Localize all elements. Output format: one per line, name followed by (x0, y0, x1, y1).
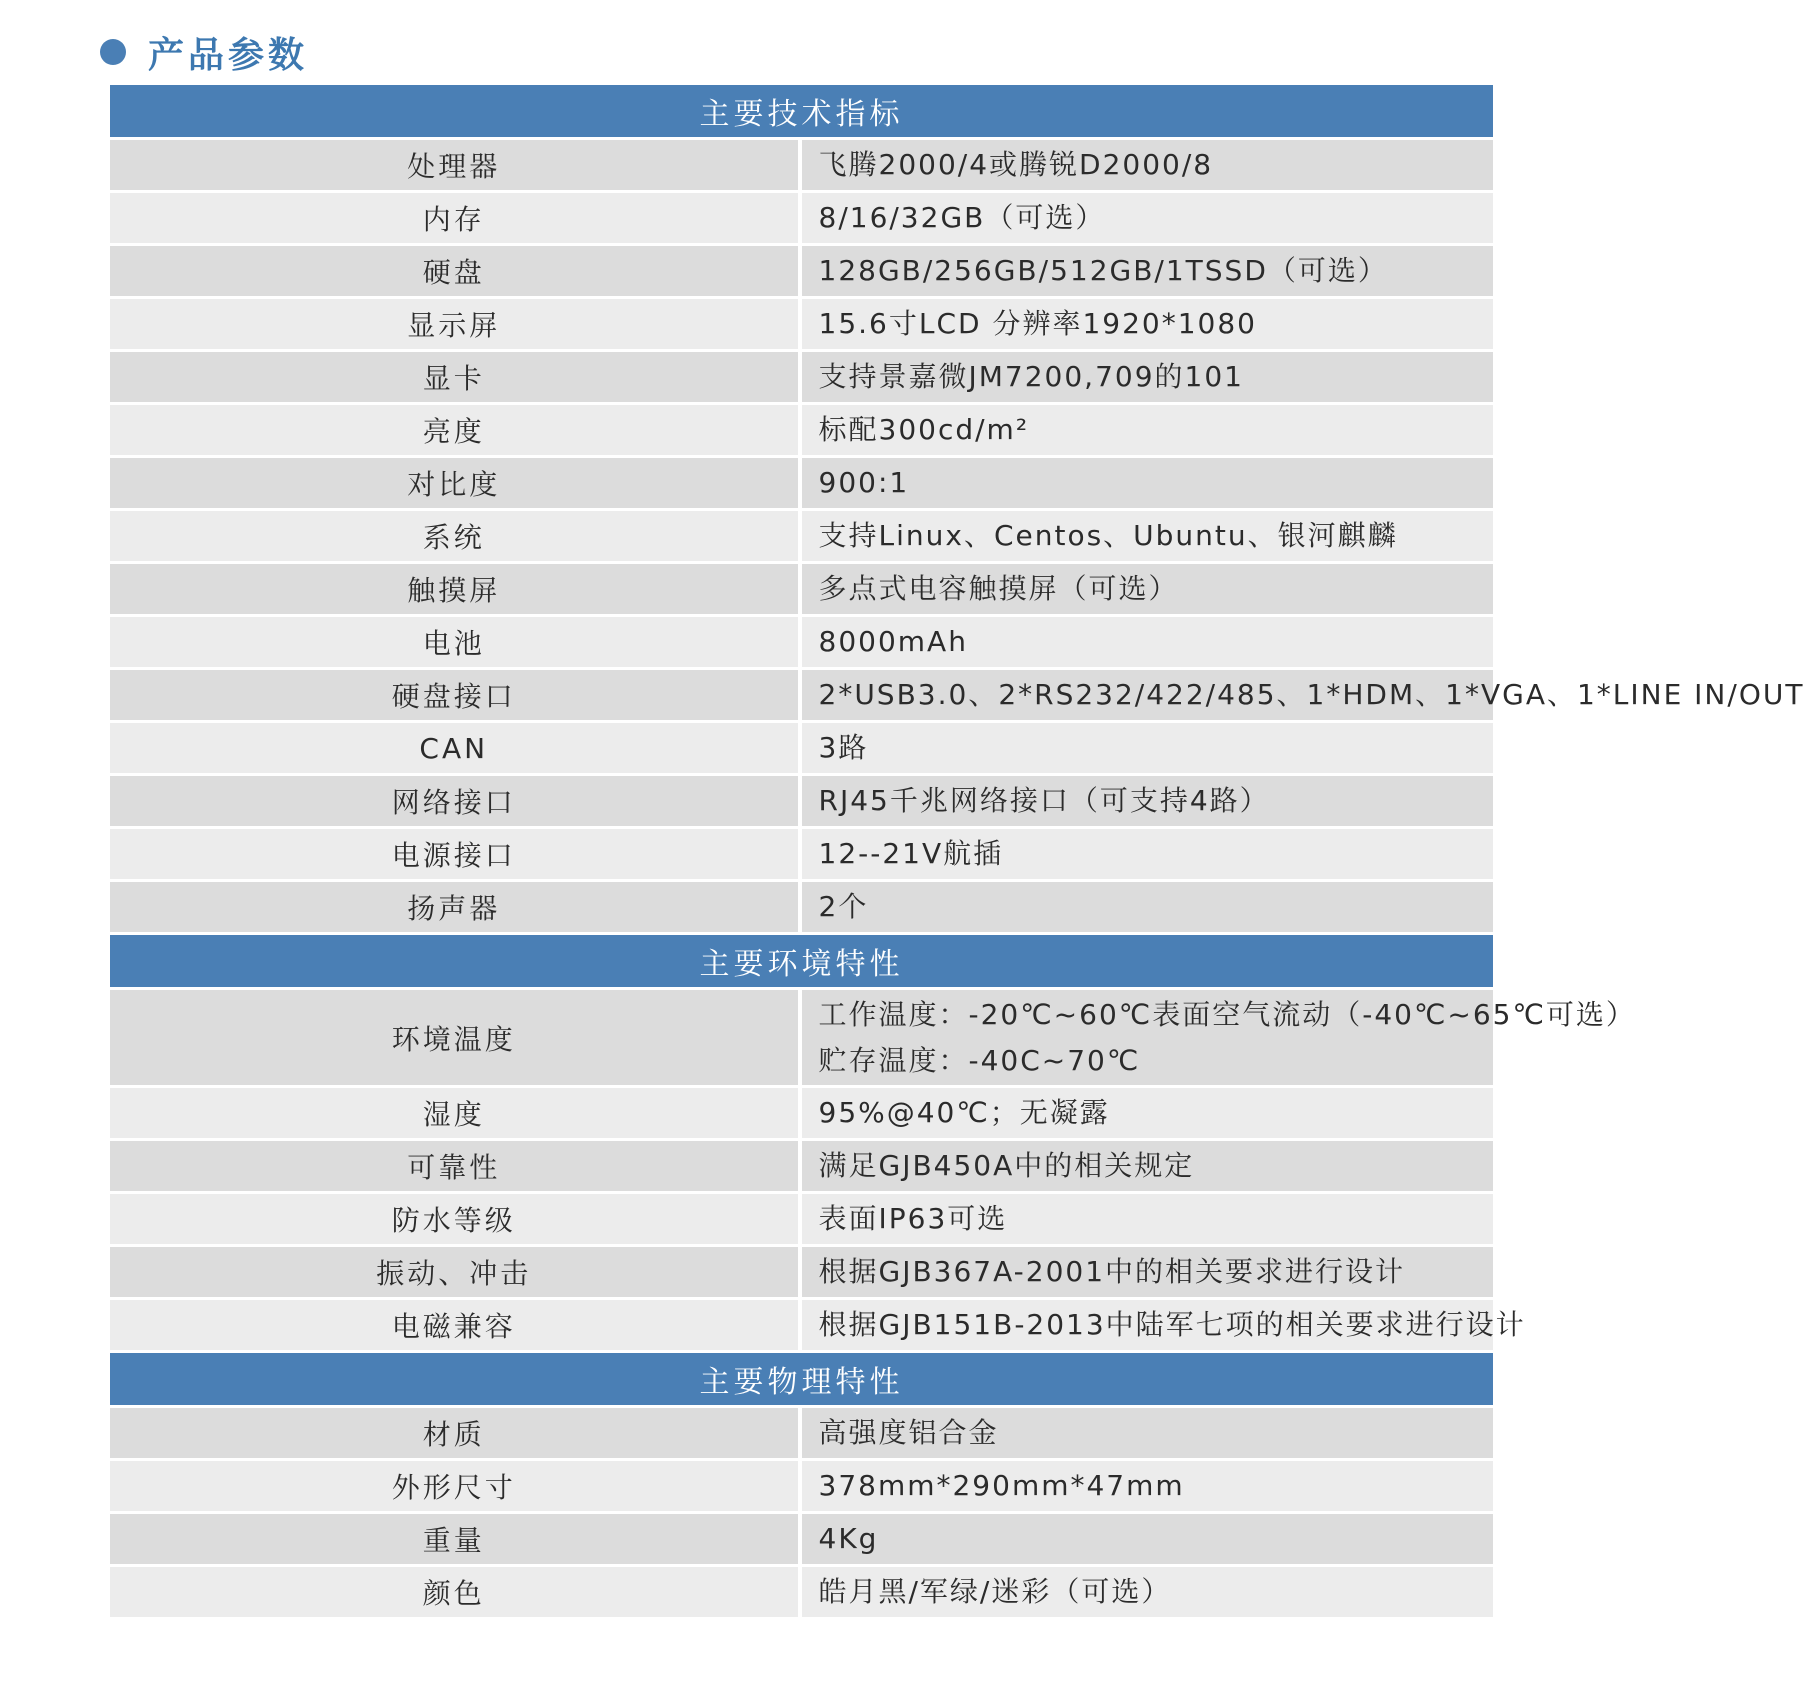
spec-row (110, 1567, 1493, 1620)
spec-value (802, 1141, 1494, 1194)
spec-value-line: 8/16/32GB（可选） (818, 201, 1106, 234)
spec-label: 外形尺寸 (110, 1461, 802, 1514)
spec-value (802, 511, 1494, 564)
spec-row (110, 352, 1493, 405)
spec-value (802, 829, 1494, 882)
spec-row (110, 1247, 1493, 1300)
spec-value (802, 1194, 1494, 1247)
spec-label: 硬盘接口 (110, 670, 802, 723)
spec-row (110, 564, 1493, 617)
spec-value (802, 193, 1494, 246)
spec-row (110, 1514, 1493, 1567)
spec-row (110, 1408, 1493, 1461)
spec-row (110, 1461, 1493, 1514)
spec-value-line: 高强度铝合金 (818, 1416, 999, 1449)
page-title: 产品参数 (148, 34, 309, 76)
section-header-row (110, 85, 1493, 140)
spec-row (110, 299, 1493, 352)
spec-value (802, 1088, 1494, 1141)
spec-label: 颜色 (110, 1567, 802, 1620)
spec-label: 处理器 (110, 140, 802, 193)
spec-row (110, 140, 1493, 193)
section-header-row (110, 935, 1493, 990)
spec-row (110, 511, 1493, 564)
spec-row (110, 776, 1493, 829)
spec-row (110, 990, 1493, 1088)
spec-label: 系统 (110, 511, 802, 564)
spec-value-line: 皓月黑/军绿/迷彩（可选） (818, 1575, 1172, 1608)
page-heading (100, 28, 308, 76)
spec-label: 湿度 (110, 1088, 802, 1141)
spec-value-line: RJ45千兆网络接口（可支持4路） (818, 784, 1270, 817)
spec-row (110, 617, 1493, 670)
spec-row (110, 1088, 1493, 1141)
spec-value-line: 12--21V航插 (818, 837, 1004, 870)
spec-value-line: 表面IP63可选 (818, 1202, 1008, 1235)
spec-label: 可靠性 (110, 1141, 802, 1194)
spec-value-line: 飞腾2000/4或腾锐D2000/8 (818, 148, 1214, 181)
spec-value-line: 128GB/256GB/512GB/1TSSD（可选） (818, 254, 1388, 287)
section-title: 主要环境特性 (110, 935, 1493, 990)
spec-value (802, 723, 1494, 776)
spec-row (110, 882, 1493, 935)
spec-label: 网络接口 (110, 776, 802, 829)
spec-value (802, 352, 1494, 405)
spec-value (802, 140, 1494, 193)
spec-value (802, 670, 1804, 723)
spec-row (110, 193, 1493, 246)
spec-value (802, 1247, 1494, 1300)
spec-value (802, 1514, 1494, 1567)
spec-label: CAN (110, 723, 802, 776)
spec-value (802, 1461, 1494, 1514)
spec-value (802, 458, 1494, 511)
spec-row (110, 405, 1493, 458)
spec-value-line: 支持景嘉微JM7200,709的101 (818, 360, 1244, 393)
spec-value-line: 2*USB3.0、2*RS232/422/485、1*HDM、1*VGA、1*LINE IN/OUT (818, 678, 1804, 711)
spec-label: 环境温度 (110, 990, 802, 1088)
spec-label: 内存 (110, 193, 802, 246)
spec-value (802, 990, 1636, 1088)
spec-row (110, 1194, 1493, 1247)
spec-label: 对比度 (110, 458, 802, 511)
spec-label: 显卡 (110, 352, 802, 405)
spec-label: 扬声器 (110, 882, 802, 935)
spec-value-line: 工作温度：-20℃~60℃表面空气流动（-40℃~65℃可选） (818, 997, 1636, 1031)
spec-label: 材质 (110, 1408, 802, 1461)
spec-label: 振动、冲击 (110, 1247, 802, 1300)
spec-value (802, 246, 1494, 299)
spec-label: 防水等级 (110, 1194, 802, 1247)
spec-value-line: 3路 (818, 731, 869, 764)
spec-value-line: 根据GJB151B-2013中陆军七项的相关要求进行设计 (818, 1308, 1526, 1341)
spec-value-line: 支持Linux、Centos、Ubuntu、银河麒麟 (818, 519, 1398, 552)
spec-label: 硬盘 (110, 246, 802, 299)
spec-value-line: 95%@40℃；无凝露 (818, 1096, 1110, 1129)
spec-row (110, 1300, 1493, 1353)
spec-value-line: 多点式电容触摸屏（可选） (818, 572, 1179, 605)
spec-value (802, 617, 1494, 670)
spec-value (802, 882, 1494, 935)
spec-value-line: 8000mAh (818, 625, 968, 658)
spec-value (802, 776, 1494, 829)
spec-value-line: 2个 (818, 890, 869, 923)
spec-value (802, 405, 1494, 458)
spec-row (110, 458, 1493, 511)
spec-table (110, 85, 1804, 1620)
spec-label: 触摸屏 (110, 564, 802, 617)
spec-value (802, 1408, 1494, 1461)
section-header-row (110, 1353, 1493, 1408)
spec-value-line: 4Kg (818, 1522, 879, 1555)
spec-label: 电源接口 (110, 829, 802, 882)
spec-value (802, 1300, 1526, 1353)
spec-row (110, 246, 1493, 299)
spec-row (110, 829, 1493, 882)
spec-row (110, 670, 1493, 723)
spec-value-line: 900:1 (818, 466, 910, 499)
spec-value (802, 1567, 1494, 1620)
spec-table-body (110, 85, 1804, 1620)
section-title: 主要技术指标 (110, 85, 1493, 140)
spec-label: 亮度 (110, 405, 802, 458)
spec-value-line: 15.6寸LCD 分辨率1920*1080 (818, 307, 1257, 340)
bullet-dot-icon (100, 39, 126, 65)
spec-value-line: 378mm*290mm*47mm (818, 1469, 1185, 1502)
spec-label: 重量 (110, 1514, 802, 1567)
spec-value-line: 满足GJB450A中的相关规定 (818, 1149, 1195, 1182)
section-title: 主要物理特性 (110, 1353, 1493, 1408)
spec-label: 显示屏 (110, 299, 802, 352)
spec-value-line: 根据GJB367A-2001中的相关要求进行设计 (818, 1255, 1406, 1288)
spec-value (802, 299, 1494, 352)
spec-value (802, 564, 1494, 617)
spec-label: 电池 (110, 617, 802, 670)
spec-label: 电磁兼容 (110, 1300, 802, 1353)
spec-row (110, 723, 1493, 776)
spec-value-line: 贮存温度：-40C~70℃ (818, 1043, 1141, 1077)
spec-value-line: 标配300cd/m² (818, 413, 1030, 446)
spec-row (110, 1141, 1493, 1194)
